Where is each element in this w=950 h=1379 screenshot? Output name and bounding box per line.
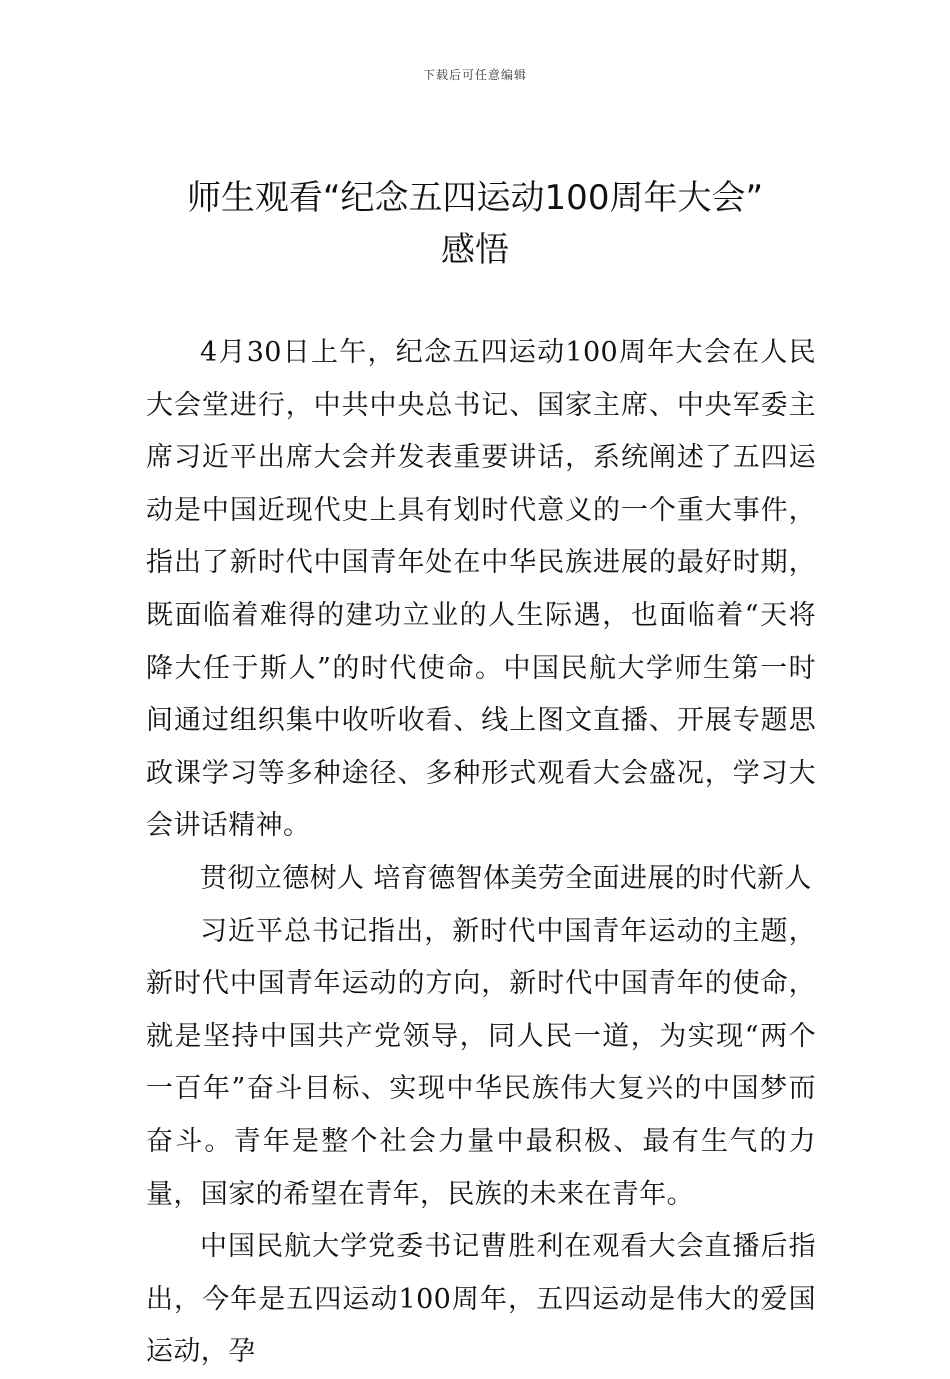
section-heading: 贯彻立德树人 培育德智体美劳全面进展的时代新人	[200, 862, 812, 894]
paragraph-secretary: 中国民航大学党委书记曹胜利在观看大会直播后指出，今年是五四运动100周年，五四运动是伟大的爱国运动，孕	[146, 1231, 816, 1368]
title-line-1: 师生观看“纪念五四运动100周年大会”	[186, 178, 764, 218]
page-title	[130, 172, 820, 276]
header-note: 下载后可任意编辑	[422, 68, 527, 82]
paragraph-speech: 习近平总书记指出，新时代中国青年运动的主题，新时代中国青年运动的方向，新时代中国青年的使命，就是坚持中国共产党领导，同人民一道，为实现“两个一百年”奋斗目标、实现中华民族伟大复兴的中国梦而奋斗。青年是整个社会力量中最积极、最有生气的力量，国家的希望在青年，民族的未来在青年。	[146, 915, 816, 1210]
title-line-2: 感悟	[441, 230, 509, 270]
paragraph-intro: 4月30日上午，纪念五四运动100周年大会在人民大会堂进行，中共中央总书记、国家主席、中央军委主席习近平出席大会并发表重要讲话，系统阐述了五四运动是中国近现代史上具有划时代意义的一个重大事件，指出了新时代中国青年处在中华民族进展的最好时期，既面临着难得的建功立业的人生际遇，也面临着“天将降大任于斯人”的时代使命。中国民航大学师生第一时间通过组织集中收听收看、线上图文直播、开展专题思政课学习等多种途径、多种形式观看大会盛况，学习大会讲话精神。	[146, 337, 816, 842]
article-body	[146, 327, 816, 1379]
